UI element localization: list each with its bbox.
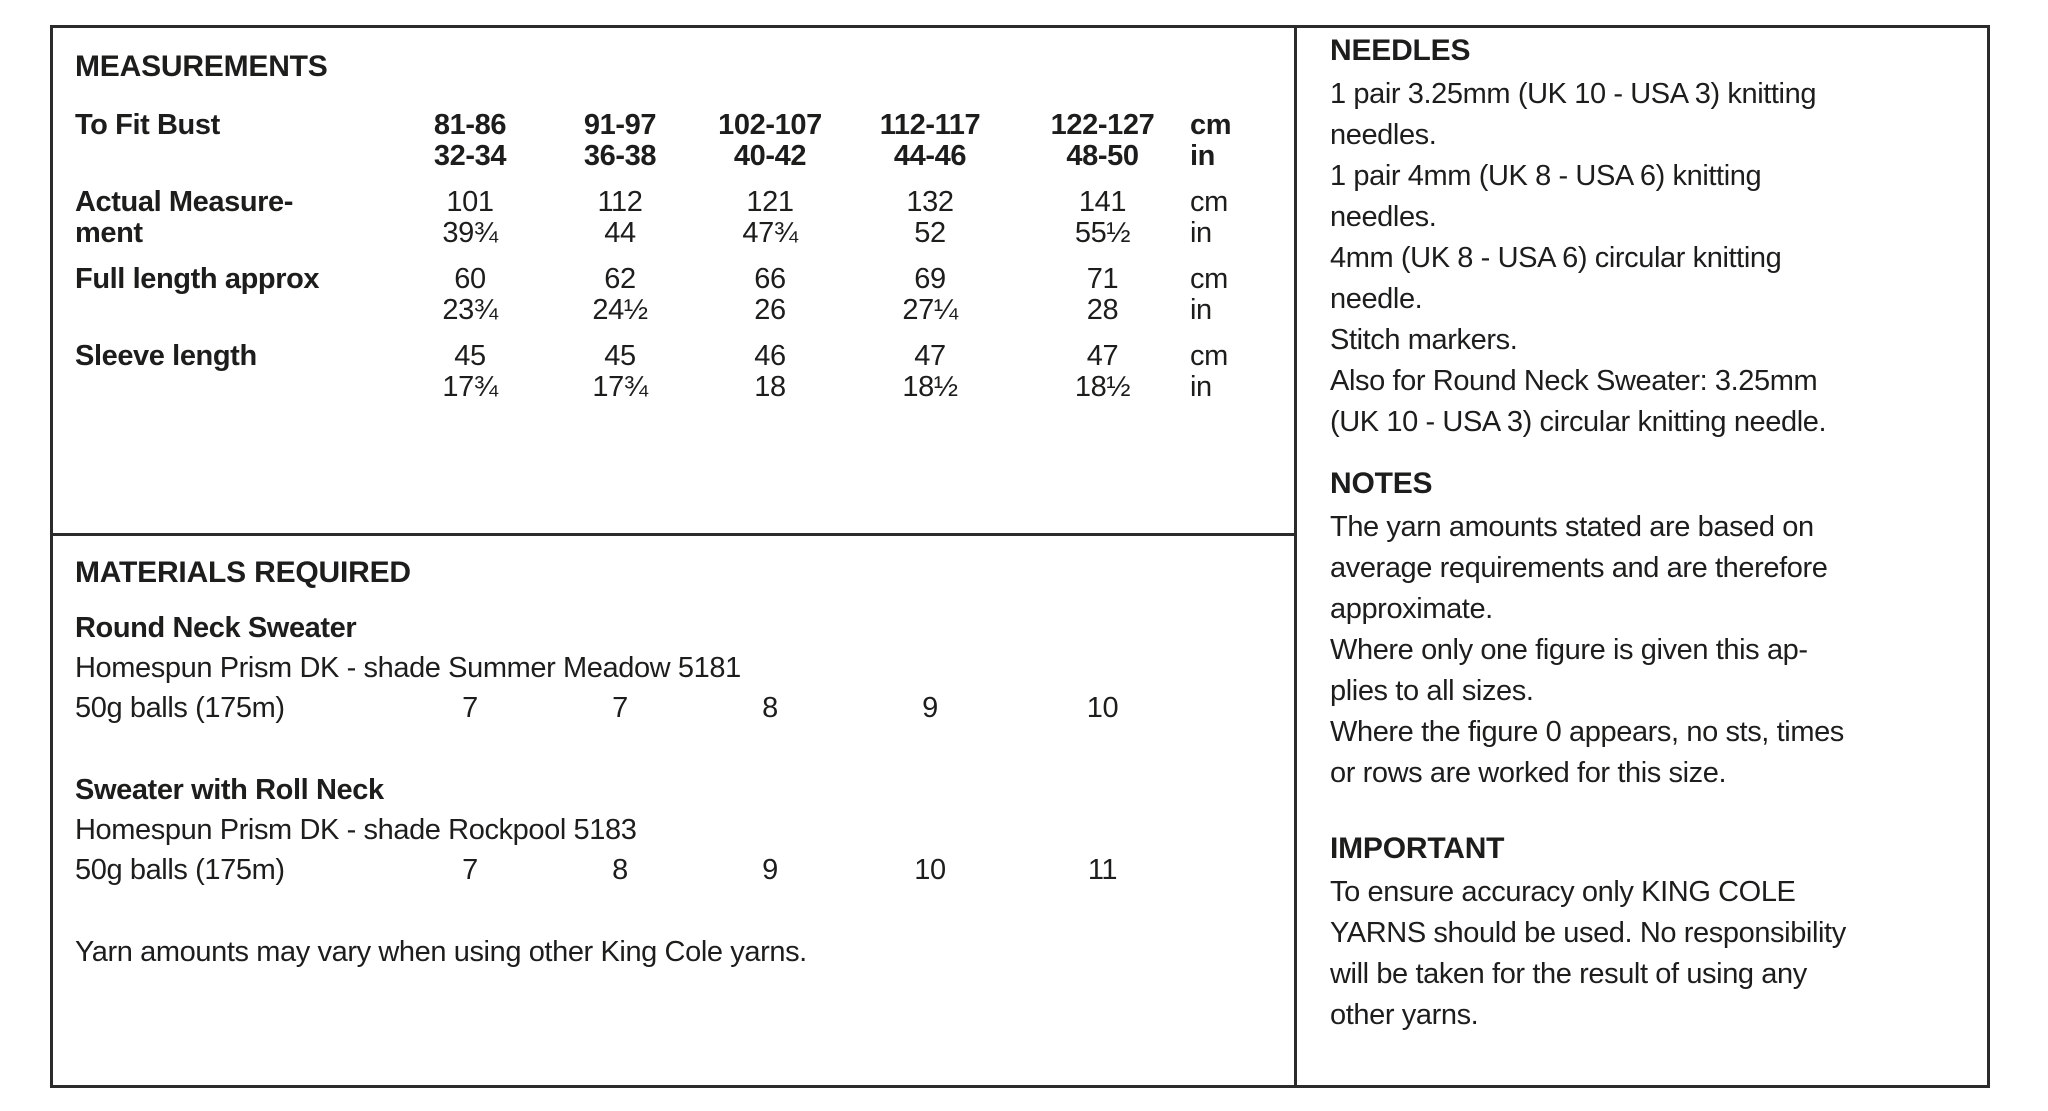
measurement-value: 81-86 <box>433 109 507 141</box>
needles-line: needles. <box>1330 201 1437 233</box>
notes-line: Where the figure 0 appears, no sts, times <box>1330 716 1844 748</box>
notes-line: plies to all sizes. <box>1330 675 1534 707</box>
needles-line: (UK 10 - USA 3) circular knitting needle. <box>1330 406 1827 438</box>
measurement-value: 39¾ <box>442 217 498 249</box>
needles-section <box>1330 36 1969 443</box>
important-section <box>1330 834 1969 1036</box>
measurement-value: 132 <box>906 186 954 218</box>
measurement-value: 47¾ <box>742 217 798 249</box>
measurement-value: 18½ <box>902 371 958 403</box>
measurement-value: 69 <box>914 263 946 295</box>
balls-count: 10 <box>914 854 946 886</box>
yarn-variation-note: Yarn amounts may vary when using other King Cole yarns. <box>75 936 807 968</box>
section-divider <box>53 533 1294 536</box>
garment-name: Sweater with Roll Neck <box>75 774 384 806</box>
measurement-value: 55½ <box>1074 217 1131 249</box>
needles-title: NEEDLES <box>1330 34 1471 67</box>
balls-label: 50g balls (175m) <box>75 854 285 886</box>
measurement-label: Full length approx <box>75 263 320 295</box>
measurement-value: 17¾ <box>442 371 498 403</box>
measurements-materials-panel <box>50 25 1297 1088</box>
measurements-section <box>53 28 1294 403</box>
measurement-value: 52 <box>914 217 946 249</box>
notes-line: average requirements and are therefore <box>1330 552 1828 584</box>
needles-line: needle. <box>1330 283 1423 315</box>
unit-label: in <box>1190 294 1212 326</box>
spacer <box>75 295 395 326</box>
balls-count: 9 <box>762 854 778 886</box>
measurement-row-full-length <box>75 264 1272 326</box>
garment-name: Round Neck Sweater <box>75 612 357 644</box>
measurement-value: 66 <box>754 263 786 295</box>
needles-line: 1 pair 3.25mm (UK 10 - USA 3) knitting <box>1330 78 1817 110</box>
important-line: YARNS should be used. No responsibility <box>1330 917 1846 949</box>
important-title: IMPORTANT <box>1330 832 1505 865</box>
measurement-value: 24½ <box>592 294 648 326</box>
measurement-row-to-fit-bust <box>75 110 1272 172</box>
notes-line: or rows are worked for this size. <box>1330 757 1727 789</box>
measurements-title: MEASUREMENTS <box>75 50 328 83</box>
balls-count: 11 <box>1087 854 1118 886</box>
balls-count: 7 <box>612 692 628 724</box>
measurement-value: 45 <box>604 340 636 372</box>
unit-label: in <box>1190 371 1212 403</box>
important-line: will be taken for the result of using any <box>1330 958 1807 990</box>
yarn-shade: Homespun Prism DK - shade Rockpool 5183 <box>75 814 637 846</box>
materials-item-round-neck <box>75 608 1272 728</box>
unit-label: in <box>1190 140 1215 172</box>
important-line: To ensure accuracy only KING COLE <box>1330 876 1796 908</box>
notes-title: NOTES <box>1330 467 1433 500</box>
measurement-value: 23¾ <box>442 294 498 326</box>
balls-count: 7 <box>462 692 478 724</box>
needles-line: 1 pair 4mm (UK 8 - USA 6) knitting <box>1330 160 1762 192</box>
measurement-value: 44-46 <box>893 140 967 172</box>
measurement-value: 47 <box>914 340 946 372</box>
measurement-value: 47 <box>1086 340 1119 372</box>
yarn-shade: Homespun Prism DK - shade Summer Meadow 5181 <box>75 652 741 684</box>
balls-count: 7 <box>462 854 478 886</box>
unit-label: cm <box>1190 340 1228 372</box>
measurement-value: 102-107 <box>718 109 822 141</box>
measurement-value: 91-97 <box>583 109 657 141</box>
measurement-value: 122-127 <box>1050 109 1155 141</box>
spacer <box>75 372 395 403</box>
measurement-label: Sleeve length <box>75 340 257 372</box>
balls-count: 9 <box>922 692 938 724</box>
balls-label: 50g balls (175m) <box>75 692 285 724</box>
unit-label: cm <box>1190 186 1228 218</box>
measurement-value: 62 <box>604 263 636 295</box>
measurement-value: 101 <box>446 186 494 218</box>
notes-line: Where only one figure is given this ap- <box>1330 634 1808 666</box>
measurement-label: ment <box>75 217 143 249</box>
measurement-row-sleeve-length <box>75 341 1272 403</box>
measurement-row-actual-measurement <box>75 187 1272 249</box>
spacer <box>1190 688 1270 728</box>
measurement-value: 17¾ <box>592 371 648 403</box>
measurement-value: 18½ <box>1074 371 1131 403</box>
measurement-value: 46 <box>754 340 786 372</box>
measurement-value: 32-34 <box>433 140 507 172</box>
measurement-value: 48-50 <box>1066 140 1139 172</box>
balls-count: 8 <box>762 692 778 724</box>
spacer <box>1190 850 1270 890</box>
needles-line: 4mm (UK 8 - USA 6) circular knitting <box>1330 242 1782 274</box>
measurement-value: 141 <box>1078 186 1127 218</box>
measurement-value: 40-42 <box>733 140 807 172</box>
notes-line: approximate. <box>1330 593 1493 625</box>
measurement-value: 36-38 <box>583 140 657 172</box>
measurement-value: 45 <box>454 340 486 372</box>
materials-item-roll-neck <box>75 770 1272 890</box>
measurement-label: To Fit Bust <box>75 109 220 141</box>
notes-line: The yarn amounts stated are based on <box>1330 511 1814 543</box>
notes-section <box>1330 469 1969 794</box>
spacer <box>75 141 395 172</box>
measurement-value: 44 <box>604 217 636 249</box>
measurement-value: 71 <box>1086 263 1119 295</box>
info-panel <box>1294 25 1990 1088</box>
unit-label: cm <box>1190 109 1232 141</box>
materials-title: MATERIALS REQUIRED <box>75 556 411 589</box>
important-line: other yarns. <box>1330 999 1479 1031</box>
balls-count: 8 <box>612 854 628 886</box>
measurement-value: 121 <box>746 186 794 218</box>
needles-line: needles. <box>1330 119 1437 151</box>
unit-label: in <box>1190 217 1212 249</box>
needles-line: Also for Round Neck Sweater: 3.25mm <box>1330 365 1818 397</box>
measurement-value: 26 <box>754 294 786 326</box>
balls-count: 10 <box>1086 692 1119 724</box>
measurement-value: 60 <box>454 263 486 295</box>
measurement-value: 27¼ <box>902 294 958 326</box>
measurement-value: 28 <box>1086 294 1119 326</box>
measurement-label: Actual Measure- <box>75 186 294 218</box>
measurement-value: 18 <box>754 371 786 403</box>
needles-line: Stitch markers. <box>1330 324 1518 356</box>
measurement-value: 112 <box>597 186 643 218</box>
materials-section <box>53 558 1294 972</box>
measurement-value: 112-117 <box>879 109 981 141</box>
unit-label: cm <box>1190 263 1228 295</box>
